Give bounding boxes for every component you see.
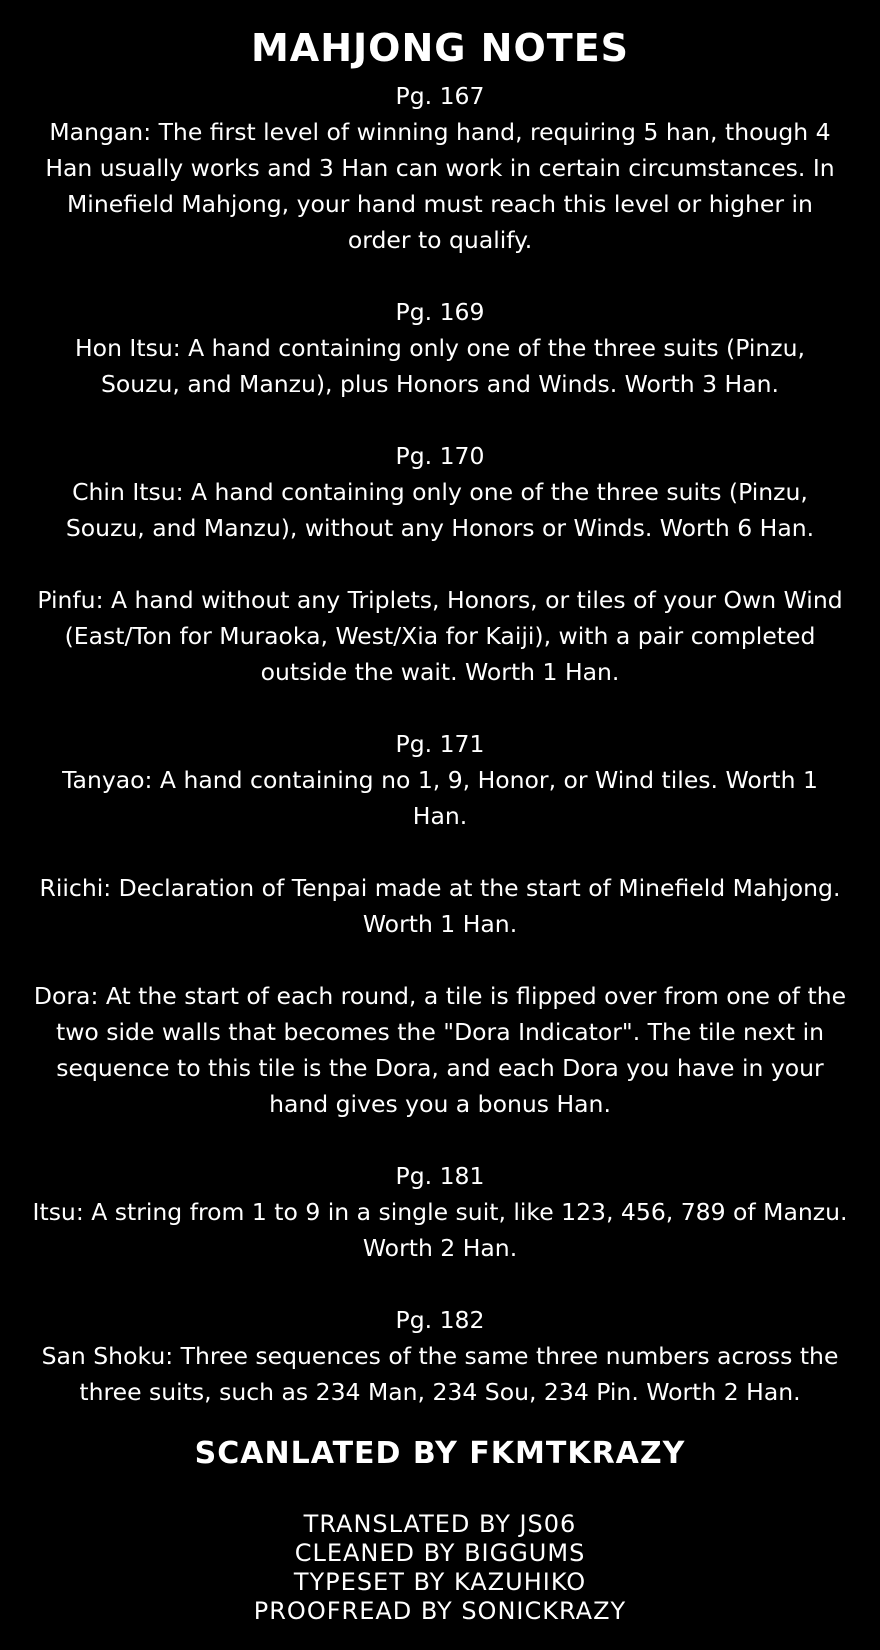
notes-section xyxy=(32,78,848,258)
page-reference: Pg. 170 xyxy=(395,442,485,470)
notes-section-continued xyxy=(32,978,848,1122)
term-entry: Riichi: Declaration of Tenpai made at the start of Minefield Mahjong. Worth 1 Han. xyxy=(39,874,841,938)
notes-section xyxy=(32,726,848,834)
page-reference: Pg. 181 xyxy=(395,1162,485,1190)
page-reference: Pg. 182 xyxy=(395,1306,485,1334)
term-entry: Pinfu: A hand without any Triplets, Honors, or tiles of your Own Wind (East/Ton for Muraoka, West/Xia for Kaiji), with a pair completed outside the wait. Worth 1 Han. xyxy=(37,586,843,686)
notes-section xyxy=(32,1158,848,1266)
notes-section xyxy=(32,438,848,546)
term-entry: Chin Itsu: A hand containing only one of the three suits (Pinzu, Souzu, and Manzu), without any Honors or Winds. Worth 6 Han. xyxy=(65,478,815,542)
page-reference: Pg. 171 xyxy=(395,730,485,758)
notes-section-continued xyxy=(32,870,848,942)
credit-proofreader: PROOFREAD BY SONICKRAZY xyxy=(253,1597,627,1625)
page-reference: Pg. 167 xyxy=(395,82,485,110)
credits-heading: SCANLATED BY FKMTKRAZY xyxy=(194,1436,686,1471)
page-reference: Pg. 169 xyxy=(395,298,485,326)
credit-translator: TRANSLATED BY JS06 xyxy=(303,1510,577,1538)
term-entry: Itsu: A string from 1 to 9 in a single suit, like 123, 456, 789 of Manzu. Worth 2 Han. xyxy=(32,1198,848,1262)
credits xyxy=(32,1434,848,1626)
term-entry: Dora: At the start of each round, a tile is flipped over from one of the two side walls that becomes the "Dora Indicator". The tile next in sequence to this tile is the Dora, and each Dora you have in your hand gives you a bonus Han. xyxy=(33,982,847,1118)
page-title: MAHJONG NOTES xyxy=(250,26,630,70)
notes-section xyxy=(32,294,848,402)
notes-section xyxy=(32,1302,848,1410)
credit-typesetter: TYPESET BY KAZUHIKO xyxy=(293,1568,587,1596)
notes-section-continued xyxy=(32,582,848,690)
term-entry: San Shoku: Three sequences of the same three numbers across the three suits, such as 234 Man, 234 Sou, 234 Pin. Worth 2 Han. xyxy=(41,1342,839,1406)
credit-cleaner: CLEANED BY BIGGUMS xyxy=(294,1539,586,1567)
notes-list xyxy=(32,78,848,1410)
term-entry: Mangan: The first level of winning hand, requiring 5 han, though 4 Han usually works and 3 Han can work in certain circumstances. In Minefield Mahjong, your hand must reach this level or higher in order to qualify. xyxy=(45,118,835,254)
term-entry: Hon Itsu: A hand containing only one of the three suits (Pinzu, Souzu, and Manzu), plus Honors and Winds. Worth 3 Han. xyxy=(75,334,805,398)
term-entry: Tanyao: A hand containing no 1, 9, Honor, or Wind tiles. Worth 1 Han. xyxy=(62,766,818,830)
